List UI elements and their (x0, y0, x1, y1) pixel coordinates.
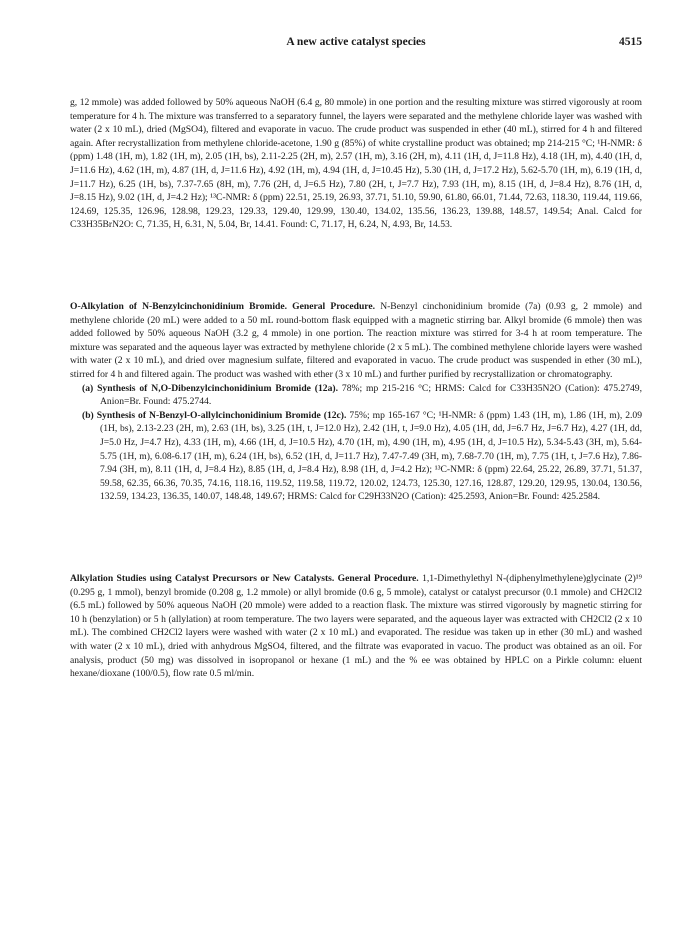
paragraph-1-text: g, 12 mmole) was added followed by 50% aqueous NaOH (6.4 g, 80 mmole) in one portion and the resulting mixture was stirred vigorously at room temperature for 4 h. The mixture was transferred to a separatory funnel, the layers were separated and the methylene chloride layer was washed with water (2 x 10 mL), dried (MgSO4), filtered and evaporate in vacuo. The crude product was suspended in ether (40 mL), stirred for 4 h and filtered again. After recrystallization from methylene chloride-acetone, 1.90 g (85%) of white crystalline product was obtained; mp 214-215 °C; ¹H-NMR: δ (ppm) 1.48 (1H, m), 1.82 (1H, m), 2.05 (1H, bs), 2.11-2.25 (2H, m), 2.57 (1H, m), 3.16 (2H, m), 4.11 (1H, d, J=11.8 Hz), 4.18 (1H, m), 4.40 (1H, d, J=11.6 Hz), 4.62 (1H, m), 4.87 (1H, d, J=11.6 Hz), 4.92 (1H, m), 4.94 (1H, d, J=10.45 Hz), 5.30 (1H, d, J=17.2 Hz), 5.62-5.70 (1H, m), 6.19 (1H, d, J=11.7 Hz), 6.25 (1H, bs), 7.37-7.65 (8H, m), 7.76 (2H, d, J=6.5 Hz), 7.80 (2H, t, J=7.7 Hz), 7.93 (1H, m), 8.15 (1H, d, J=8.4 Hz), 8.76 (1H, d, J=8.15 Hz), 9.02 (1H, d, J=4.2 Hz); ¹³C-NMR: δ (ppm) 22.51, 25.19, 26.93, 37.71, 51.10, 59.90, 61.80, 66.01, 71.44, 72.63, 118.30, 119.44, 119.66, 124.69, 125.35, 126.96, 128.98, 129.23, 129.33, 129.40, 129.99, 130.40, 134.02, 135.56, 136.23, 139.88, 148.57, 149.54; Anal. Calcd for C33H35BrN2O: C, 71.35, H, 6.31, N, 5.04, Br, 14.41. Found: C, 71.17, H, 6.24, N, 4.93, Br, 14.53. (70, 97, 642, 231)
section-3-paragraph (70, 572, 642, 681)
item-12a-label: (a) Synthesis of N,O-Dibenzylcinchonidinium Bromide (12a). (82, 382, 338, 394)
section-3-text: 1,1-Dimethylethyl N-(diphenylmethylene)glycinate (2)¹⁹ (0.295 g, 1 mmol), benzyl bromide (0.208 g, 1.2 mmole) or allyl bromide (0.6 g, 5 mmole), catalyst or catalyst precursor (0.1 mmole) and CH2Cl2 (6.5 mL) followed by 50% aqueous NaOH (20 mmole) were added to a reaction flask. The mixture was stirred vigorously by magnetic stirring for 10 h (benzylation) or 5 h (allylation) at room temperature. The two layers were separated, and the aqueous layer was extracted with CH2Cl2 (2 x 10 mL). The combined CH2Cl2 layers were washed with water (2 x 10 mL) and evaporated. The residue was taken up in ether (30 mL) and washed with water (2 x 10 mL), dried with anhydrous MgSO4, filtered, and the filtrate was evaporated in vacuo. The product was obtained as an oil. For analysis, product (50 mg) was dissolved in isopropanol or hexane (1 mL) and the % ee was obtained by HPLC on a Pirkle column: eluent hexane/dioxane (100/0.5), flow rate 0.5 ml/min. (70, 573, 642, 680)
section-3-heading: Alkylation Studies using Catalyst Precursors or New Catalysts. General Procedure. (70, 573, 419, 584)
running-title: A new active catalyst species (286, 36, 426, 48)
section-2-paragraph (70, 300, 642, 382)
section-2-heading: O-Alkylation of N-Benzylcinchonidinium Bromide. General Procedure. (70, 301, 376, 312)
synthesis-item-12a (70, 382, 642, 409)
section-alkylation-studies (70, 572, 642, 694)
page-number: 4515 (619, 36, 642, 48)
synthesis-item-12c (70, 409, 642, 504)
item-12c-text: 75%; mp 165-167 °C; ¹H-NMR: δ (ppm) 1.43 (1H, m), 1.86 (1H, m), 2.09 (1H, bs), 2.13-2.23 (2H, m), 2.63 (1H, bs), 3.25 (1H, t, J=12.0 Hz), 2.42 (1H, t, J=9.0 Hz), 4.05 (1H, dd, J=6.7 Hz, J=6.7 Hz), 4.27 (1H, dd, J=5.0 Hz, J=4.7 Hz), 4.33 (1H, m), 4.66 (1H, d, J=10.5 Hz), 4.70 (1H, m), 4.90 (1H, m), 4.95 (1H, d, J=10.5 Hz), 5.34-5.43 (3H, m), 5.64-5.75 (1H, m), 6.08-6.17 (1H, m), 6.24 (1H, bs), 6.52 (1H, d, J=11.7 Hz), 7.47-7.49 (3H, m), 7.68-7.70 (1H, m), 7.75 (1H, t, J=7.6 Hz), 7.86-7.94 (3H, m), 8.11 (1H, d, J=8.4 Hz), 8.85 (1H, d, J=8.4 Hz), 8.98 (1H, d, J=4.2 Hz); ¹³C-NMR: δ (ppm) 22.64, 25.22, 26.89, 37.71, 51.37, 59.58, 62.35, 66.36, 70.35, 74.16, 118.16, 119.52, 119.58, 119.72, 120.02, 124.73, 125.30, 127.16, 128.87, 129.20, 129.95, 130.04, 130.56, 132.59, 134.23, 136.35, 140.07, 148.48, 149.67; HRMS: Calcd for C29H33N2O (Cation): 425.2593, Anion=Br. Found: 425.2584. (100, 409, 643, 503)
paragraph-continued (70, 96, 642, 245)
item-12c-label: (b) Synthesis of N-Benzyl-O-allylcinchonidinium Bromide (12c). (82, 409, 347, 421)
section-2-text: N-Benzyl cinchonidinium bromide (7a) (0.93 g, 2 mmole) and methylene chloride (20 mL) were added to a 50 mL round-bottom flask equipped with a magnetic stirring bar. Alkyl bromide (6 mmole) then was added followed by 50% aqueous NaOH (3.2 g, 4 mmole) in one portion. The reaction mixture was stirred for 3-4 h at room temperature. The mixture was separated and the aqueous layer was extracted by methylene chloride (2 x 5 mL). The combined methylene chloride layers were washed with water (2 x 10 mL), and dried over magnesium sulfate, filtered and evaporated in vacuo. The crude product was suspended in ether (30 mL), stirred for 4 h and filtered again. The product was washed with ether (3 x 10 mL) and further purified by recrystallization or chromatography. (70, 301, 642, 380)
section-o-alkylation (70, 300, 642, 504)
running-header (70, 36, 642, 52)
item-12a-text: 78%; mp 215-216 °C; HRMS: Calcd for C33H35N2O (Cation): 475.2749, Anion=Br. Found: 475.2744. (100, 382, 643, 408)
